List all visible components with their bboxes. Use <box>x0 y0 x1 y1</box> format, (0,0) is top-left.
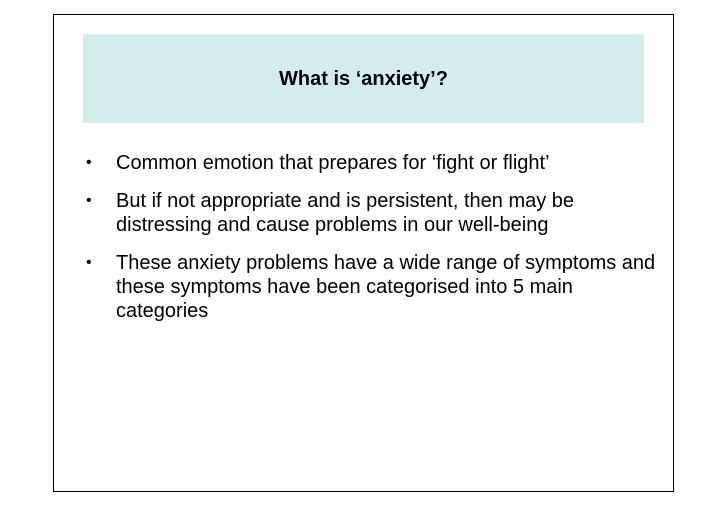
bullet-dot-icon: • <box>86 254 92 271</box>
bullet-text-1: Common emotion that prepares for ‘fight or flight’ <box>116 152 550 174</box>
bullet-item-3 <box>86 251 656 323</box>
title-box <box>83 34 644 123</box>
bullet-list <box>86 151 656 337</box>
slide-frame <box>53 14 674 492</box>
bullet-text-2: But if not appropriate and is persistent, then may be distressing and cause problems in our well-being <box>116 190 575 236</box>
bullet-dot-icon: • <box>86 154 92 171</box>
bullet-dot-icon: • <box>86 192 92 209</box>
bullet-item-1 <box>86 151 656 175</box>
bullet-text-3: These anxiety problems have a wide range of symptoms and these symptoms have been categorised into 5 main categories <box>116 252 656 322</box>
bullet-item-2 <box>86 189 656 237</box>
slide-title: What is ‘anxiety’? <box>279 68 448 90</box>
